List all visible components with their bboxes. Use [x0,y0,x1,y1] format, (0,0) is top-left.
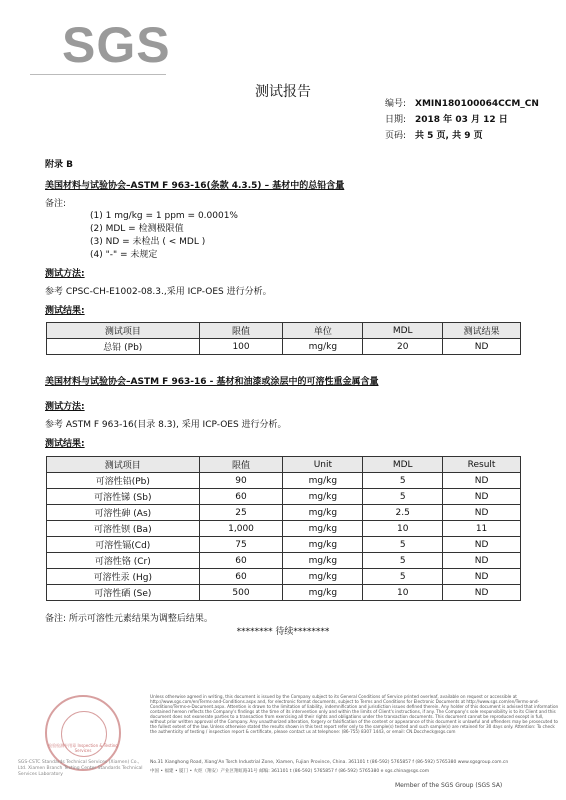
logo-divider [30,74,166,75]
cell-mdl: 5 [363,553,443,569]
section2-note: 备注: 所示可溶性元素结果为调整后结果。 [45,614,213,624]
table-row [47,537,521,553]
cell-result: ND [443,553,521,569]
cell-limit: 60 [199,569,283,585]
cell-item: 可溶性钡 (Ba) [47,521,200,537]
cell-result: ND [443,489,521,505]
address-block [150,758,508,776]
table-row [47,489,521,505]
note-2: (2) MDL = 检测极限值 [90,224,184,234]
header-test-item: 测试项目 [47,457,200,473]
cell-mdl: 20 [363,339,443,355]
meta-date: 日期: 2018 年 03 月 12 日 [385,115,508,125]
header-limit: 限值 [199,323,283,339]
cell-limit: 1,000 [199,521,283,537]
report-meta [385,96,539,144]
cell-item: 可溶性镉(Cd) [47,537,200,553]
note-3: (3) ND = 未检出 ( < MDL ) [90,237,206,247]
cell-unit: mg/kg [283,569,363,585]
sgs-logo: SGS [62,17,171,73]
section2-results-label: 测试结果: [45,439,85,449]
cell-unit: mg/kg [283,505,363,521]
cell-result: ND [443,569,521,585]
cell-limit: 90 [199,473,283,489]
continued-marker: ******** 待续******** [236,627,330,637]
cell-limit: 100 [199,339,283,355]
table-header-row [47,323,521,339]
cell-item: 可溶性铅(Pb) [47,473,200,489]
header-unit: Unit [283,457,363,473]
cell-unit: mg/kg [283,339,363,355]
cell-limit: 75 [199,537,283,553]
cell-unit: mg/kg [283,473,363,489]
cell-item: 可溶性硒 (Se) [47,585,200,601]
cell-item: 可溶性汞 (Hg) [47,569,200,585]
cell-unit: mg/kg [283,553,363,569]
cell-limit: 60 [199,489,283,505]
section2-method-label: 测试方法: [45,402,85,412]
section1-method: 参考 CPSC-CH-E1002-08.3.,采用 ICP-OES 进行分析。 [45,287,272,297]
cell-limit: 25 [199,505,283,521]
cell-result: 11 [443,521,521,537]
note-1: (1) 1 mg/kg = 1 ppm = 0.0001% [90,211,238,221]
notes-label: 备注: [45,199,67,209]
meta-report-number: 编号: XMIN180100064CCM_CN [385,99,539,109]
cell-limit: 500 [199,585,283,601]
section2-heading: 美国材料与试验协会–ASTM F 963-16 - 基材和油漆或涂层中的可溶性重金属含量 [45,377,379,387]
note-4: (4) "-" = 未规定 [90,250,158,260]
member-line: Member of the SGS Group (SGS SA) [395,782,503,789]
page-title: 测试报告 [255,84,311,100]
cell-unit: mg/kg [283,489,363,505]
cell-result: ND [443,585,521,601]
table-row [47,473,521,489]
cell-limit: 60 [199,553,283,569]
terms-smallprint: Unless otherwise agreed in writing, this document is issued by the Company subject to its General Conditions of Service printed overleaf, available on request or accessible at http://www.sgs.com/en/Terms-and-Conditions.aspx and, for electronic format documents, subject to Terms and Conditions for Electronic Documents at http://www.sgs.com/en/Terms-and-Conditions/Terms-e-Document.aspx. Attention is drawn to the limitation of liability, indemnification and jurisdiction issues defined therein. Any holder of this document is advised that information contained hereon reflects the Company's findings at the time of its intervention only and within the limits of Client's instructions, if any. The Company's sole responsibility is to its Client and this document does not exonerate parties to a transaction from exercising all their rights and obligations under the transaction documents. This document cannot be reproduced except in full, without prior written approval of the Company. Any unauthorized alteration, forgery or falsification of the content or appearance of this document is unlawful and offenders may be prosecuted to the fullest extent of the law. Unless otherwise stated the results shown in this test report refer only to the sample(s) tested and such sample(s) are retained for 30 days only. Attention: To check the authenticity of testing / inspection report & certificate, please contact us at telephone: (86-755) 8307 1443, or email: CN.Doccheck@sgs.com [150,694,559,734]
cell-result: ND [443,473,521,489]
cell-unit: mg/kg [283,585,363,601]
section1-method-label: 测试方法: [45,269,85,279]
table-row [47,569,521,585]
results-table-total-lead [46,322,521,355]
cell-mdl: 10 [363,585,443,601]
section2-method: 参考 ASTM F 963-16(目录 8.3), 采用 ICP-OES 进行分析。 [45,420,287,430]
cell-unit: mg/kg [283,537,363,553]
header-test-item: 测试项目 [47,323,200,339]
cell-mdl: 5 [363,569,443,585]
cell-mdl: 5 [363,473,443,489]
cell-item: 可溶性铬 (Cr) [47,553,200,569]
cell-item: 总铅 (Pb) [47,339,200,355]
cell-mdl: 2.5 [363,505,443,521]
section1-heading: 美国材料与试验协会–ASTM F 963-16(条款 4.3.5) – 基材中的总铅含量 [45,181,345,191]
section1-results-label: 测试结果: [45,306,85,316]
header-mdl: MDL [363,323,443,339]
table-row [47,585,521,601]
cell-result: ND [443,339,521,355]
cell-mdl: 10 [363,521,443,537]
appendix-label: 附录 B [45,160,73,170]
cell-mdl: 5 [363,489,443,505]
address-line-cn: 中国 • 福建 • 厦门 • 火炬（翔安）产业区翔虹路31号 邮编: 361101 t (86-592) 5765857 f (86-592) 5765380 e sgs.china@sgs.com [150,769,430,774]
cell-result: ND [443,505,521,521]
header-mdl: MDL [363,457,443,473]
cell-mdl: 5 [363,537,443,553]
table-header-row [47,457,521,473]
cell-result: ND [443,537,521,553]
cell-item: 可溶性锑 (Sb) [47,489,200,505]
table-row [47,339,521,355]
meta-page: 页码: 共 5 页, 共 9 页 [385,131,483,141]
header-result: 测试结果 [443,323,521,339]
cell-unit: mg/kg [283,521,363,537]
table-row [47,553,521,569]
header-unit: 单位 [283,323,363,339]
seal-text: 检验检测专用章 Inspection & Testing Services [48,743,118,753]
table-row [47,505,521,521]
cell-item: 可溶性砷 (As) [47,505,200,521]
company-name-left: SGS-CSTC Standards Technical Services (Xiamen) Co., Ltd. Xiamen Branch Testing Center Standards Technical Services Laboratory [18,760,143,777]
header-limit: 限值 [199,457,283,473]
table-row [47,521,521,537]
address-line-en: No.31 Xianghong Road, Xiang'An Torch Industrial Zone, Xiamen, Fujian Province, China. 361101 t (86-592) 5765857 f (86-592) 5765380 www.sgsgroup.com.cn [150,760,509,765]
results-table-soluble-metals [46,456,521,601]
header-result: Result [443,457,521,473]
